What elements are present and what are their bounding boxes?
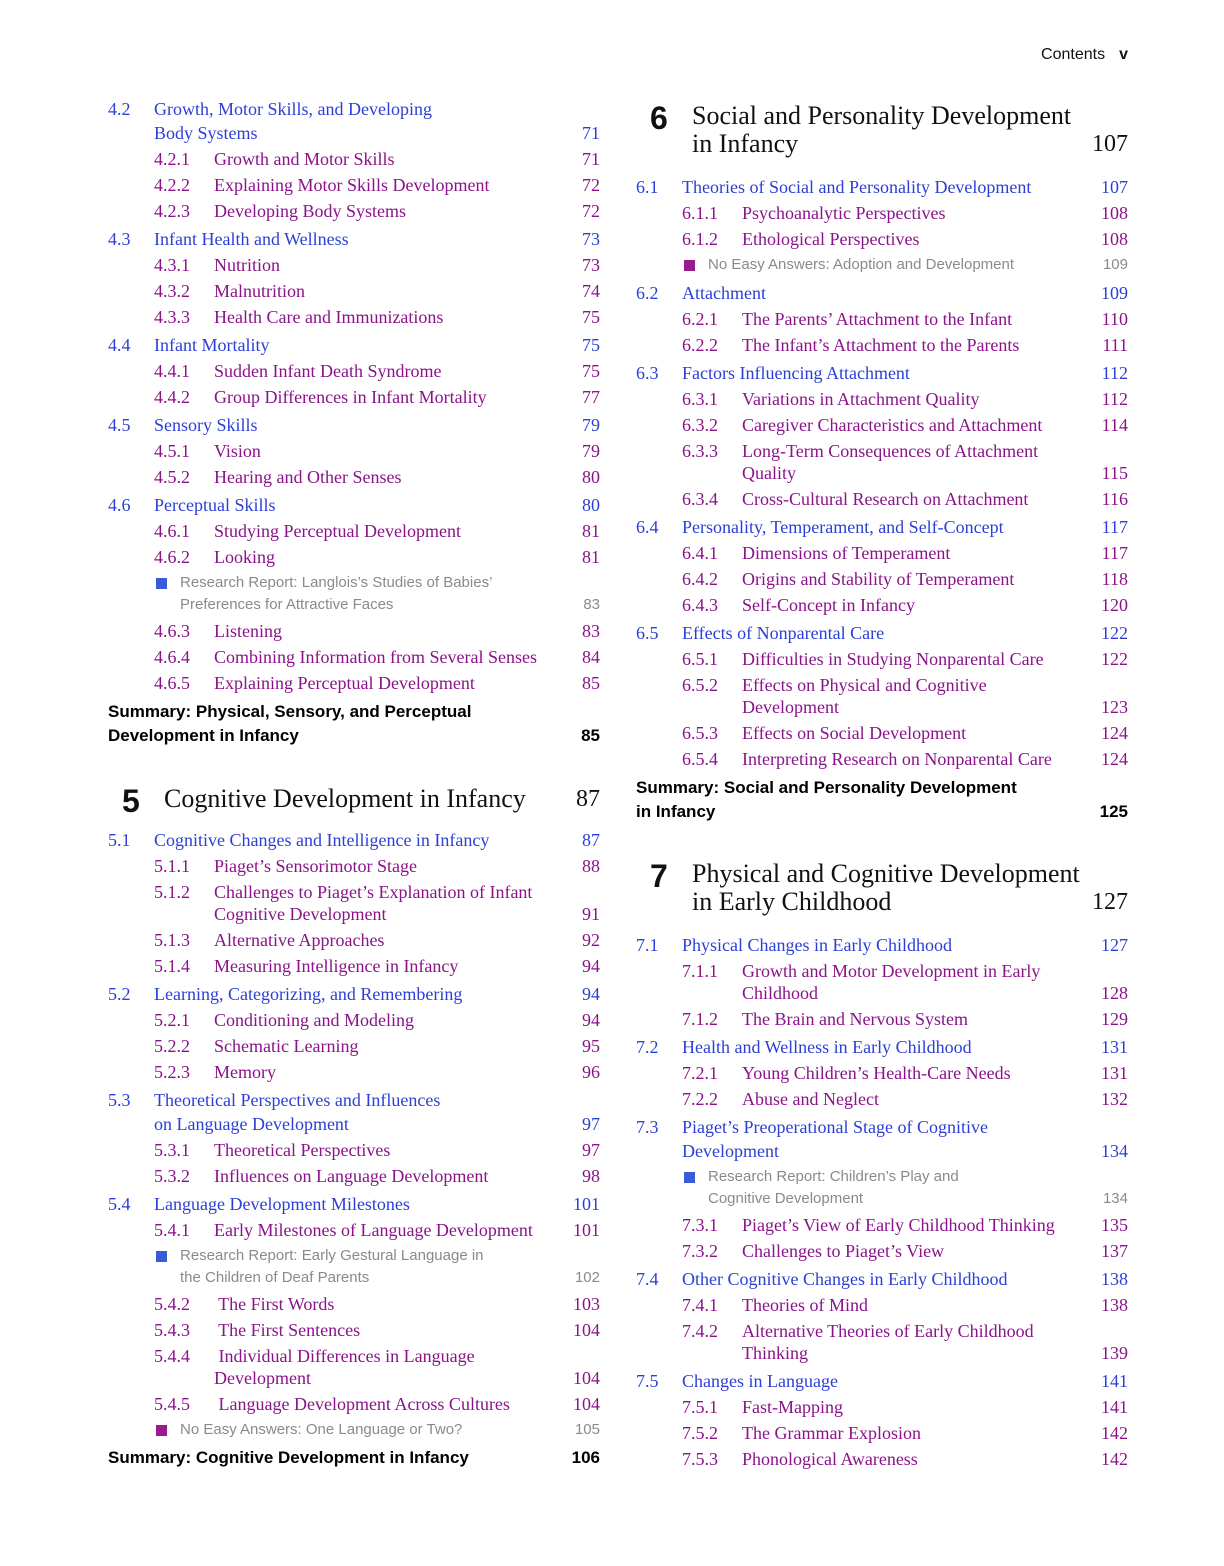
square-bullet-icon: [684, 260, 695, 271]
subsection-title-line: Conditioning and Modeling: [214, 1010, 414, 1030]
entry-page: 129: [1101, 1009, 1128, 1029]
subsection-title-line: Hearing and Other Senses: [214, 467, 402, 487]
entry-page: 109: [1101, 283, 1128, 303]
subsection-number: 6.1.1: [682, 203, 718, 223]
subsection-number: 6.3.1: [682, 389, 718, 409]
subsection-number: 4.6.2: [154, 547, 190, 567]
entry-page: 107: [1101, 177, 1128, 197]
entry-page: 110: [1101, 309, 1128, 329]
entry-page: 96: [582, 1062, 600, 1082]
section-number: 7.2: [636, 1037, 659, 1057]
subsection-number: 4.4.1: [154, 361, 190, 381]
entry-page: 123: [1101, 697, 1128, 717]
entry-page: 95: [582, 1036, 600, 1056]
entry-page: 124: [1101, 749, 1128, 769]
entry-page: 79: [582, 441, 600, 461]
entry-page: 131: [1101, 1037, 1128, 1057]
square-bullet-icon: [156, 1251, 167, 1262]
section-number: 4.3: [108, 229, 131, 249]
subsection-title-line: Health Care and Immunizations: [214, 307, 444, 327]
entry-page: 135: [1101, 1215, 1128, 1235]
entry-page: 132: [1101, 1089, 1128, 1109]
section-title-line: Body Systems: [154, 123, 258, 143]
subsection-number: 6.5.4: [682, 749, 718, 769]
entry-page: 73: [582, 255, 600, 275]
section-number: 4.4: [108, 335, 131, 355]
entry-page: 104: [573, 1394, 600, 1414]
subsection-number: 6.1.2: [682, 229, 718, 249]
subsection-number: 5.2.2: [154, 1036, 190, 1056]
subsection-title-line: Group Differences in Infant Mortality: [214, 387, 487, 407]
summary-title-line: Development in Infancy: [108, 726, 299, 745]
subsection-number: 6.4.3: [682, 595, 718, 615]
section-title-line: Personality, Temperament, and Self-Concept: [682, 517, 1004, 537]
chapter-title-line: Physical and Cognitive Development: [692, 859, 1080, 888]
subsection-title-line: Measuring Intelligence in Infancy: [214, 956, 459, 976]
chapter-title-line: Cognitive Development in Infancy: [164, 784, 526, 813]
section-title-line: Changes in Language: [682, 1371, 838, 1391]
section-title-line: Piaget’s Preoperational Stage of Cognitive: [682, 1117, 988, 1137]
entry-page: 75: [582, 361, 600, 381]
entry-page: 122: [1101, 649, 1128, 669]
entry-page: 120: [1101, 595, 1128, 615]
subsection-number: 7.4.1: [682, 1295, 718, 1315]
subsection-title-line: Long-Term Consequences of Attachment: [742, 441, 1039, 461]
chapter-number: 7: [650, 858, 668, 894]
subsection-title-line: Ethological Perspectives: [742, 229, 920, 249]
section-title-line: Language Development Milestones: [154, 1194, 410, 1214]
section-number: 4.5: [108, 415, 131, 435]
summary-page: 125: [1099, 802, 1128, 821]
subsection-number: 5.1.2: [154, 882, 190, 902]
feature-title-line: Research Report: Early Gestural Language in: [180, 1247, 484, 1264]
subsection-title-line: Listening: [214, 621, 282, 641]
entry-page: 84: [582, 647, 600, 667]
section-number: 7.5: [636, 1371, 659, 1391]
subsection-title-line: Difficulties in Studying Nonparental Care: [742, 649, 1044, 669]
section-number: 6.3: [636, 363, 659, 383]
subsection-title-line: Young Children’s Health-Care Needs: [742, 1063, 1011, 1083]
subsection-number: 4.5.2: [154, 467, 190, 487]
subsection-title-line: Quality: [742, 463, 796, 483]
subsection-title-line: Alternative Approaches: [214, 930, 385, 950]
entry-page: 117: [1101, 517, 1128, 537]
subsection-number: 6.2.1: [682, 309, 718, 329]
entry-page: 94: [582, 984, 600, 1004]
entry-page: 79: [582, 415, 600, 435]
subsection-number: 5.4.1: [154, 1220, 190, 1240]
entry-page: 98: [582, 1166, 600, 1186]
subsection-number: 5.4.5: [154, 1394, 190, 1414]
chapter-page: 87: [576, 786, 600, 812]
entry-page: 124: [1101, 723, 1128, 743]
subsection-number: 5.3.2: [154, 1166, 190, 1186]
feature-page: 105: [574, 1421, 600, 1438]
entry-page: 137: [1101, 1241, 1128, 1261]
subsection-title-line: Self-Concept in Infancy: [742, 595, 915, 615]
subsection-number: 4.3.1: [154, 255, 190, 275]
entry-page: 74: [582, 281, 600, 301]
subsection-number: 4.6.1: [154, 521, 190, 541]
section-number: 7.3: [636, 1117, 659, 1137]
section-title-line: Cognitive Changes and Intelligence in Infancy: [154, 830, 490, 850]
section-title-line: Sensory Skills: [154, 415, 258, 435]
running-header: [1041, 46, 1128, 64]
summary-title-line: Summary: Physical, Sensory, and Perceptual: [108, 702, 472, 721]
entry-page: 75: [582, 335, 600, 355]
section-title-line: Theoretical Perspectives and Influences: [154, 1090, 441, 1110]
entry-page: 108: [1101, 229, 1128, 249]
subsection-number: 7.2.2: [682, 1089, 718, 1109]
subsection-title-line: Abuse and Neglect: [742, 1089, 879, 1109]
subsection-title-line: Theoretical Perspectives: [214, 1140, 391, 1160]
subsection-number: 4.2.2: [154, 175, 190, 195]
section-title-line: Health and Wellness in Early Childhood: [682, 1037, 972, 1057]
subsection-title-line: Cognitive Development: [214, 904, 387, 924]
section-number: 5.1: [108, 830, 131, 850]
subsection-title-line: Malnutrition: [214, 281, 305, 301]
section-number: 5.3: [108, 1090, 131, 1110]
entry-page: 122: [1101, 623, 1128, 643]
summary-page: 85: [581, 726, 600, 745]
subsection-title-line: The Brain and Nervous System: [742, 1009, 968, 1029]
subsection-number: 5.3.1: [154, 1140, 190, 1160]
entry-page: 75: [582, 307, 600, 327]
subsection-number: 7.5.1: [682, 1397, 718, 1417]
entry-page: 73: [582, 229, 600, 249]
feature-title-line: No Easy Answers: One Language or Two?: [180, 1421, 463, 1438]
subsection-title-line: Growth and Motor Development in Early: [742, 961, 1041, 981]
entry-page: 108: [1101, 203, 1128, 223]
entry-page: 81: [582, 521, 600, 541]
section-title-line: Effects of Nonparental Care: [682, 623, 885, 643]
entry-page: 117: [1101, 543, 1128, 563]
subsection-number: 7.3.2: [682, 1241, 718, 1261]
subsection-title-line: The First Sentences: [214, 1320, 361, 1340]
subsection-title-line: Influences on Language Development: [214, 1166, 489, 1186]
subsection-title-line: Variations in Attachment Quality: [742, 389, 980, 409]
entry-page: 142: [1101, 1423, 1128, 1443]
entry-page: 71: [582, 149, 600, 169]
subsection-number: 6.4.2: [682, 569, 718, 589]
entry-page: 97: [582, 1114, 600, 1134]
section-number: 6.2: [636, 283, 659, 303]
subsection-title-line: Theories of Mind: [742, 1295, 868, 1315]
entry-page: 141: [1101, 1371, 1128, 1391]
subsection-title-line: Piaget’s View of Early Childhood Thinking: [742, 1215, 1055, 1235]
subsection-title-line: Challenges to Piaget’s Explanation of Infant: [214, 882, 533, 902]
feature-title-line: Preferences for Attractive Faces: [180, 596, 394, 613]
subsection-number: 7.1.2: [682, 1009, 718, 1029]
entry-page: 87: [582, 830, 600, 850]
subsection-number: 6.5.1: [682, 649, 718, 669]
subsection-number: 4.6.5: [154, 673, 190, 693]
subsection-title-line: Combining Information from Several Senses: [214, 647, 537, 667]
subsection-title-line: Explaining Perceptual Development: [214, 673, 475, 693]
chapter-page: 107: [1092, 131, 1128, 157]
entry-page: 97: [582, 1140, 600, 1160]
subsection-number: 7.5.2: [682, 1423, 718, 1443]
subsection-number: 6.5.2: [682, 675, 718, 695]
subsection-title-line: Nutrition: [214, 255, 280, 275]
running-header-label: Contents: [1041, 46, 1106, 63]
subsection-title-line: Vision: [214, 441, 261, 461]
subsection-number: 6.2.2: [682, 335, 718, 355]
subsection-number: 4.6.3: [154, 621, 190, 641]
entry-page: 83: [582, 621, 600, 641]
subsection-title-line: Challenges to Piaget’s View: [742, 1241, 945, 1261]
entry-page: 80: [582, 495, 600, 515]
subsection-number: 5.2.1: [154, 1010, 190, 1030]
section-title-line: Learning, Categorizing, and Remembering: [154, 984, 463, 1004]
subsection-number: 6.3.3: [682, 441, 718, 461]
subsection-number: 7.4.2: [682, 1321, 718, 1341]
entry-page: 118: [1101, 569, 1128, 589]
subsection-title-line: Growth and Motor Skills: [214, 149, 395, 169]
feature-page: 109: [1102, 256, 1128, 273]
section-title-line: on Language Development: [154, 1114, 349, 1134]
entry-page: 72: [582, 201, 600, 221]
subsection-number: 5.1.1: [154, 856, 190, 876]
entry-page: 127: [1101, 935, 1128, 955]
section-title-line: Factors Influencing Attachment: [682, 363, 910, 383]
section-title-line: Perceptual Skills: [154, 495, 276, 515]
subsection-title-line: Individual Differences in Language: [214, 1346, 475, 1366]
subsection-title-line: Thinking: [742, 1343, 808, 1363]
subsection-title-line: Piaget’s Sensorimotor Stage: [214, 856, 417, 876]
subsection-number: 5.1.3: [154, 930, 190, 950]
subsection-title-line: Looking: [214, 547, 275, 567]
feature-title-line: Research Report: Children’s Play and: [708, 1168, 959, 1185]
subsection-number: 4.2.1: [154, 149, 190, 169]
chapter-number: 6: [650, 100, 668, 136]
subsection-title-line: Developing Body Systems: [214, 201, 406, 221]
section-title-line: Other Cognitive Changes in Early Childhood: [682, 1269, 1008, 1289]
entry-page: 71: [582, 123, 600, 143]
subsection-number: 4.3.2: [154, 281, 190, 301]
subsection-title-line: Studying Perceptual Development: [214, 521, 461, 541]
entry-page: 141: [1101, 1397, 1128, 1417]
entry-page: 72: [582, 175, 600, 195]
chapter-number: 5: [122, 783, 140, 819]
subsection-title-line: Fast-Mapping: [742, 1397, 843, 1417]
chapter-title-line: in Early Childhood: [692, 887, 892, 916]
entry-page: 134: [1101, 1141, 1128, 1161]
subsection-title-line: Alternative Theories of Early Childhood: [742, 1321, 1034, 1341]
entry-page: 138: [1101, 1269, 1128, 1289]
section-title-line: Theories of Social and Personality Development: [682, 177, 1032, 197]
subsection-title-line: Development: [742, 697, 839, 717]
feature-page: 102: [574, 1269, 600, 1286]
section-number: 5.4: [108, 1194, 131, 1214]
entry-page: 85: [582, 673, 600, 693]
square-bullet-icon: [156, 578, 167, 589]
subsection-number: 4.2.3: [154, 201, 190, 221]
entry-page: 139: [1101, 1343, 1128, 1363]
square-bullet-icon: [684, 1172, 695, 1183]
subsection-number: 4.4.2: [154, 387, 190, 407]
feature-title-line: Research Report: Langlois’s Studies of Babies’: [180, 574, 493, 591]
subsection-number: 6.5.3: [682, 723, 718, 743]
summary-title-line: in Infancy: [636, 802, 716, 821]
subsection-number: 5.1.4: [154, 956, 190, 976]
feature-page: 83: [583, 596, 600, 613]
entry-page: 128: [1101, 983, 1128, 1003]
subsection-title-line: Cross-Cultural Research on Attachment: [742, 489, 1029, 509]
entry-page: 94: [582, 956, 600, 976]
subsection-title-line: Caregiver Characteristics and Attachment: [742, 415, 1043, 435]
section-number: 5.2: [108, 984, 131, 1004]
subsection-title-line: The First Words: [214, 1294, 335, 1314]
entry-page: 103: [573, 1294, 600, 1314]
subsection-number: 7.5.3: [682, 1449, 718, 1469]
entry-page: 111: [1102, 335, 1128, 355]
section-number: 7.1: [636, 935, 659, 955]
entry-page: 104: [573, 1368, 600, 1388]
section-number: 7.4: [636, 1269, 659, 1289]
entry-page: 92: [582, 930, 600, 950]
summary-page: 106: [571, 1448, 600, 1467]
section-number: 6.1: [636, 177, 659, 197]
section-title-line: Attachment: [682, 283, 766, 303]
subsection-title-line: Origins and Stability of Temperament: [742, 569, 1015, 589]
subsection-number: 6.3.2: [682, 415, 718, 435]
subsection-title-line: Childhood: [742, 983, 819, 1003]
summary-title-line: Summary: Cognitive Development in Infancy: [108, 1448, 469, 1467]
entry-page: 131: [1101, 1063, 1128, 1083]
section-title-line: Physical Changes in Early Childhood: [682, 935, 952, 955]
chapter-title-line: in Infancy: [692, 129, 799, 158]
subsection-title-line: Sudden Infant Death Syndrome: [214, 361, 442, 381]
entry-page: 91: [582, 904, 600, 924]
subsection-title-line: Explaining Motor Skills Development: [214, 175, 490, 195]
subsection-title-line: Interpreting Research on Nonparental Care: [742, 749, 1052, 769]
entry-page: 104: [573, 1320, 600, 1340]
entry-page: 77: [582, 387, 600, 407]
subsection-title-line: Phonological Awareness: [742, 1449, 918, 1469]
section-number: 4.6: [108, 495, 131, 515]
subsection-title-line: Effects on Physical and Cognitive: [742, 675, 987, 695]
subsection-title-line: The Parents’ Attachment to the Infant: [742, 309, 1013, 329]
subsection-number: 5.2.3: [154, 1062, 190, 1082]
chapter-title-line: Social and Personality Development: [692, 101, 1072, 130]
entry-page: 142: [1101, 1449, 1128, 1469]
subsection-title-line: Memory: [214, 1062, 276, 1082]
subsection-number: 4.6.4: [154, 647, 190, 667]
subsection-title-line: Early Milestones of Language Development: [214, 1220, 533, 1240]
subsection-title-line: The Grammar Explosion: [742, 1423, 921, 1443]
subsection-number: 4.5.1: [154, 441, 190, 461]
section-title-line: Infant Health and Wellness: [154, 229, 349, 249]
section-title-line: Development: [682, 1141, 779, 1161]
entry-page: 112: [1101, 363, 1128, 383]
entry-page: 138: [1101, 1295, 1128, 1315]
subsection-title-line: Schematic Learning: [214, 1036, 359, 1056]
subsection-title-line: Effects on Social Development: [742, 723, 967, 743]
subsection-title-line: Language Development Across Cultures: [214, 1394, 510, 1414]
subsection-number: 7.2.1: [682, 1063, 718, 1083]
subsection-number: 5.4.4: [154, 1346, 190, 1366]
section-number: 4.2: [108, 99, 131, 119]
summary-title-line: Summary: Social and Personality Development: [636, 778, 1017, 797]
subsection-number: 5.4.3: [154, 1320, 190, 1340]
section-title-line: Infant Mortality: [154, 335, 270, 355]
subsection-number: 4.3.3: [154, 307, 190, 327]
entry-page: 94: [582, 1010, 600, 1030]
section-number: 6.5: [636, 623, 659, 643]
entry-page: 88: [582, 856, 600, 876]
entry-page: 112: [1101, 389, 1128, 409]
entry-page: 81: [582, 547, 600, 567]
feature-page: 134: [1102, 1190, 1128, 1207]
page-number: v: [1119, 46, 1128, 63]
feature-title-line: No Easy Answers: Adoption and Development: [708, 256, 1015, 273]
entry-page: 80: [582, 467, 600, 487]
subsection-number: 5.4.2: [154, 1294, 190, 1314]
square-bullet-icon: [156, 1425, 167, 1436]
entry-page: 115: [1101, 463, 1128, 483]
subsection-number: 6.3.4: [682, 489, 718, 509]
chapter-page: 127: [1092, 889, 1128, 915]
subsection-title-line: The Infant’s Attachment to the Parents: [742, 335, 1020, 355]
feature-title-line: Cognitive Development: [708, 1190, 864, 1207]
subsection-number: 7.3.1: [682, 1215, 718, 1235]
feature-title-line: the Children of Deaf Parents: [180, 1269, 370, 1286]
subsection-number: 6.4.1: [682, 543, 718, 563]
subsection-number: 7.1.1: [682, 961, 718, 981]
section-title-line: Growth, Motor Skills, and Developing: [154, 99, 432, 119]
subsection-title-line: Psychoanalytic Perspectives: [742, 203, 946, 223]
entry-page: 114: [1101, 415, 1128, 435]
entry-page: 116: [1101, 489, 1128, 509]
section-number: 6.4: [636, 517, 659, 537]
entry-page: 101: [573, 1194, 600, 1214]
entry-page: 101: [573, 1220, 600, 1240]
subsection-title-line: Development: [214, 1368, 311, 1388]
subsection-title-line: Dimensions of Temperament: [742, 543, 951, 563]
